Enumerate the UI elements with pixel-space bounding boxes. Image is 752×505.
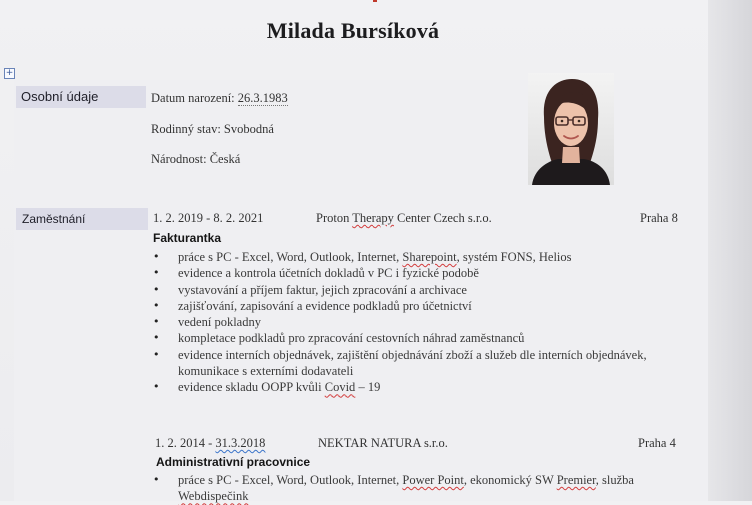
- nationality-field: [151, 152, 240, 167]
- birth-date-label: Datum narození:: [151, 91, 235, 105]
- table-move-icon[interactable]: +: [5, 68, 14, 78]
- list-item-continuation: komunikace s externími dodavateli: [178, 364, 354, 379]
- list-item: • evidence interních objednávek, zajištění objednávání zboží a služeb dle interních objednávek,: [151, 347, 647, 363]
- job1-position: Fakturantka: [153, 231, 222, 245]
- job2-company: NEKTAR NATURA s.r.o.: [318, 436, 448, 450]
- job1-city: Praha 8: [640, 211, 678, 225]
- job1-company-pre: Proton: [316, 211, 353, 225]
- job1-company-post: Center Czech s.r.o.: [393, 211, 492, 225]
- candidate-name: Milada Bursíková: [266, 18, 440, 43]
- portrait-photo: [528, 73, 614, 185]
- job2-position: Administrativní pracovnice: [156, 455, 311, 469]
- nationality-label: Národnost:: [151, 152, 207, 166]
- list-item: • práce s PC - Excel, Word, Outlook, Internet, Sharepoint, systém FONS, Helios: [151, 249, 647, 265]
- job2-dates: [155, 436, 265, 451]
- job2-dates-flagged: 31.3.2018: [215, 436, 266, 450]
- screen-edge-shadow: [708, 0, 752, 501]
- section-label-employment: Zaměstnání: [16, 208, 148, 230]
- job2-task-list: [151, 472, 634, 505]
- list-item: • evidence a kontrola účetních dokladů v PC i fyzické podobě: [151, 265, 647, 281]
- job1-company: [316, 211, 492, 226]
- list-item: • evidence skladu OOPP kvůli Covid – 19: [151, 379, 647, 395]
- birth-date-field: [151, 91, 288, 106]
- portrait-photo-graphic: [528, 73, 614, 185]
- list-item-continuation: Webdispečink: [178, 489, 249, 504]
- list-item: • vedení pokladny: [151, 314, 647, 330]
- nationality-value: Česká: [209, 152, 241, 166]
- list-item: • vystavování a příjem faktur, jejich zpracování a archivace: [151, 282, 647, 298]
- family-status-label: Rodinný stav:: [151, 122, 221, 136]
- top-marker: [373, 0, 377, 2]
- list-item: • zajišťování, zapisování a evidence podkladů pro účetnictví: [151, 298, 647, 314]
- job2-dates-pre: 1. 2. 2014 -: [155, 436, 216, 450]
- birth-date-value: 26.3.1983: [237, 91, 288, 105]
- job1-dates: 1. 2. 2019 - 8. 2. 2021: [153, 211, 264, 225]
- job1-task-list: [151, 249, 647, 396]
- family-status-field: [151, 122, 274, 137]
- section-label-personal: Osobní údaje: [16, 86, 146, 108]
- job1-company-flagged-word: Therapy: [352, 211, 394, 225]
- family-status-value: Svobodná: [223, 122, 274, 136]
- list-item: • práce s PC - Excel, Word, Outlook, Internet, Power Point, ekonomický SW Premier, služba: [151, 472, 634, 488]
- list-item: • kompletace podkladů pro zpracování cestovních náhrad zaměstnanců: [151, 330, 647, 346]
- job2-city: Praha 4: [638, 436, 676, 450]
